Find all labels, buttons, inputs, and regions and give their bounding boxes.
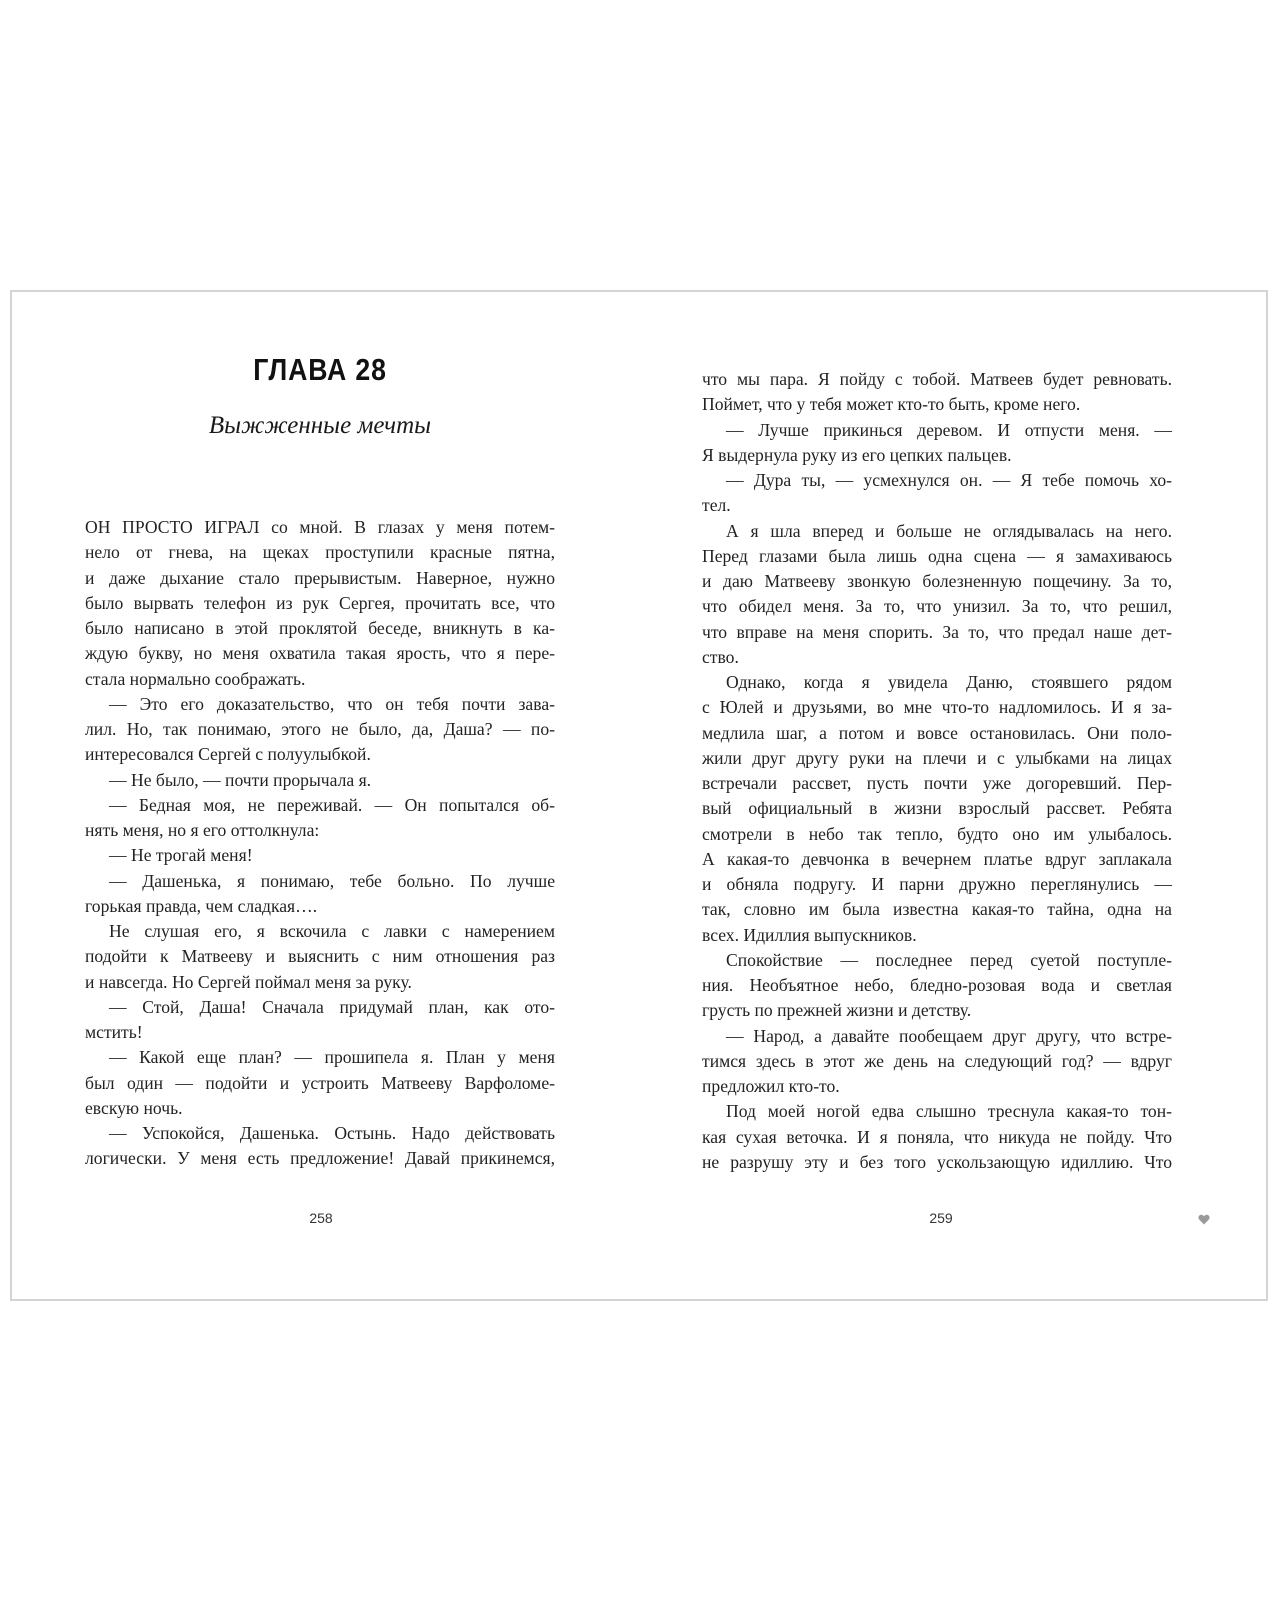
text-line: и навсегда. Но Сергей поймал меня за руку. [85, 971, 412, 992]
left-page [12, 292, 641, 1299]
text-line: Спокойствие — последнее перед суетой поступле- [726, 949, 1172, 970]
text-line: кая сухая веточка. И я поняла, что никуда не пойду. Что [702, 1126, 1172, 1147]
text-line: не разрушу эту и без того ускользающую идиллию. Что [702, 1151, 1172, 1172]
text-line: — Стой, Даша! Сначала придумай план, как ото- [109, 996, 555, 1017]
text-line: Поймет, что у тебя может кто-то быть, кроме него. [702, 394, 1081, 415]
text-line: предложил кто-то. [702, 1076, 840, 1096]
text-line: Я выдернула руку из его цепких пальцев. [702, 444, 1012, 465]
text-line: лил. Но, так понимаю, этого не было, да, Даша? — по- [85, 719, 555, 739]
text-line: жили друг другу руки на плечи и с улыбками на лицах [702, 747, 1172, 768]
text-line: что вправе на меня спорить. За то, что предал наше дет- [702, 621, 1172, 642]
text-line: смотрели в небо так тепло, будто оно им улыбалось. [702, 823, 1172, 844]
text-line: мстить! [85, 1022, 143, 1042]
text-line: встречали рассвет, пусть почти уже догоревший. Пер- [702, 773, 1172, 793]
page-number-left: 258 [309, 1210, 333, 1226]
text-line: — Успокойся, Дашенька. Остынь. Надо действовать [109, 1123, 555, 1143]
right-page [641, 292, 1270, 1299]
text-line: было вырвать телефон из рук Сергея, прочитать все, что [85, 592, 555, 613]
text-line: тимся здесь в этот же день на следующий год? — вдруг [702, 1050, 1172, 1071]
text-line: логически. У меня есть предложение! Давай прикинемся, [85, 1148, 555, 1169]
text-line: и даю Матвееву звонкую болезненную пощечину. За то, [702, 571, 1172, 591]
text-line: — Народ, а давайте пообещаем друг другу, что встре- [726, 1025, 1172, 1046]
text-line: всех. Идиллия выпускников. [702, 924, 917, 945]
text-line: медлила шаг, а потом и вовсе остановилась. Они поло- [702, 722, 1172, 743]
text-line: вый официальный в жизни взрослый рассвет. Ребята [702, 798, 1172, 819]
text-line: было написано в этой проклятой беседе, вникнуть в ка- [85, 618, 555, 638]
text-line: грусть по прежней жизни и детству. [702, 1000, 972, 1021]
text-line: — Дура ты, — усмехнулся он. — Я тебе помочь хо- [726, 470, 1172, 490]
text-line: Перед глазами была лишь одна сцена — я замахиваюсь [702, 545, 1172, 566]
text-line: и даже дыхание стало прерывистым. Наверное, нужно [85, 567, 555, 588]
page-number-right: 259 [929, 1210, 953, 1226]
text-line: — Лучше прикинься деревом. И отпусти меня. — [726, 419, 1172, 440]
text-line: и обняла подругу. И парни дружно переглянулись — [702, 874, 1172, 894]
text-line: подойти к Матвееву и выяснить с ним отношения раз [85, 946, 555, 967]
heart-icon [1198, 1214, 1210, 1225]
text-line: — Не трогай меня! [109, 845, 253, 866]
text-line: ния. Необъятное небо, бледно-розовая вода и светлая [702, 975, 1172, 995]
text-line: А я шла вперед и больше не оглядывалась на него. [726, 520, 1172, 541]
text-line: Однако, когда я увидела Даню, стоявшего рядом [726, 672, 1172, 692]
text-line: Не слушая его, я вскочила с лавки с намерением [109, 921, 555, 941]
text-line: стала нормально соображать. [85, 668, 306, 689]
text-line: А какая-то девчонка в вечернем платье вдруг заплакала [702, 848, 1172, 869]
text-line: — Бедная моя, не переживай. — Он попытался об- [109, 794, 555, 815]
text-line: так, словно им была известна какая-то тайна, одна на [702, 899, 1172, 920]
chapter-subtitle: Выжженные мечты [208, 412, 432, 439]
text-line: что обидел меня. За то, что унизил. За то, что решил, [702, 596, 1172, 617]
text-line: ждую букву, но меня охватила такая ярость, что я пере- [85, 643, 555, 664]
text-line: с Юлей и друзьями, во мне что-то надломилось. И я за- [702, 697, 1172, 718]
book-spread [10, 290, 1268, 1301]
text-line: — Это его доказательство, что он тебя почти зава- [109, 693, 555, 714]
text-line: — Какой еще план? — прошипела я. План у меня [109, 1047, 555, 1068]
text-line: горькая правда, чем сладкая…. [85, 895, 318, 916]
text-line: что мы пара. Я пойду с тобой. Матвеев будет ревновать. [702, 369, 1172, 389]
chapter-title: ГЛАВА 28 [253, 352, 387, 387]
right-page-body [702, 367, 1172, 1175]
text-line: ство. [702, 646, 739, 667]
text-line: нять меня, но я его оттолкнула: [85, 820, 320, 840]
text-line: тел. [702, 495, 731, 516]
text-line: интересовался Сергей с полуулыбкой. [85, 744, 371, 765]
text-line: ОН ПРОСТО ИГРАЛ со мной. В глазах у меня потем- [85, 517, 555, 537]
left-page-body [85, 515, 555, 1172]
text-line: — Не было, — почти прорычала я. [109, 769, 372, 790]
text-line: нело от гнева, на щеках проступили красные пятна, [85, 542, 555, 563]
text-line: евскую ночь. [85, 1097, 183, 1118]
text-line: был один — подойти и устроить Матвееву Варфоломе- [85, 1072, 555, 1093]
text-line: Под моей ногой едва слышно треснула какая-то тон- [726, 1101, 1172, 1122]
text-line: — Дашенька, я понимаю, тебе больно. По лучше [109, 870, 555, 891]
